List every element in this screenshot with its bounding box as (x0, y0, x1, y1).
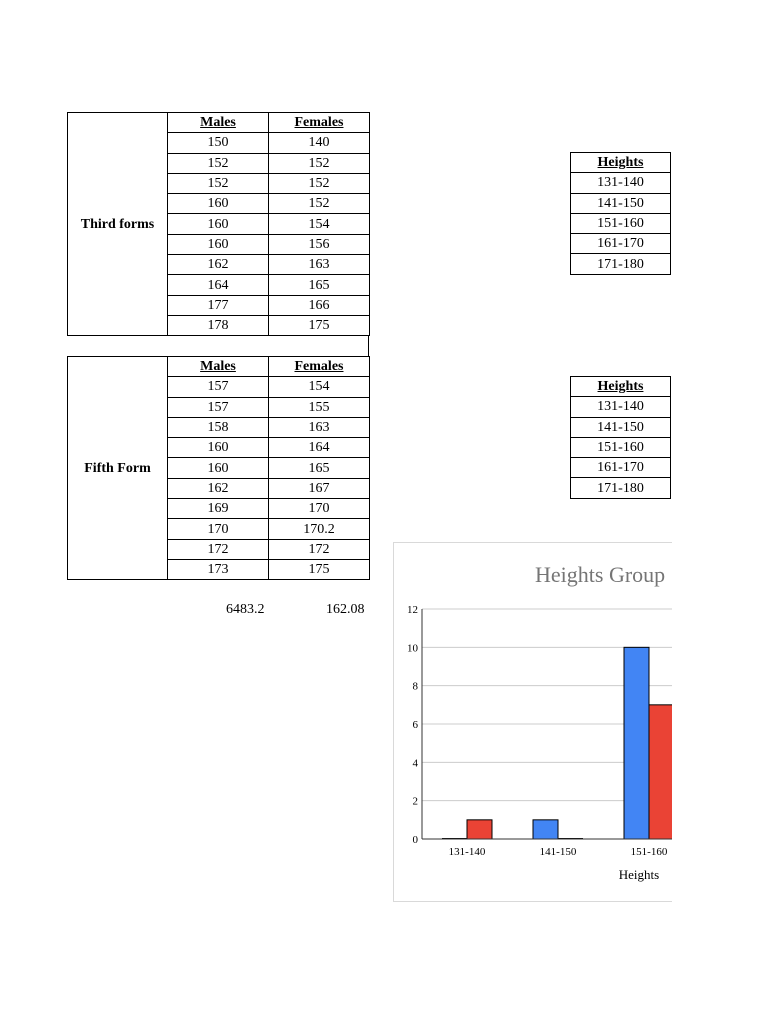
males-header: Males (168, 357, 269, 377)
y-tick-label: 10 (407, 642, 418, 655)
mean-value: 162.08 (326, 602, 365, 617)
females-cell: 152 (269, 194, 370, 214)
y-tick-label: 0 (412, 834, 418, 846)
males-cell: 160 (168, 194, 269, 214)
column-divider (368, 336, 369, 357)
height-range-cell: 141-150 (571, 417, 671, 437)
table-row (571, 397, 671, 417)
females-cell: 152 (269, 153, 370, 173)
heights-header: Heights (571, 377, 671, 397)
table-row (571, 213, 671, 233)
females-cell: 170.2 (269, 519, 370, 539)
height-range-cell: 131-140 (571, 397, 671, 417)
form-group-label: Fifth Form (68, 357, 168, 580)
heights-header: Heights (571, 153, 671, 173)
males-cell: 152 (168, 153, 269, 173)
males-cell: 158 (168, 417, 269, 437)
y-tick-label: 6 (412, 719, 418, 731)
males-cell: 152 (168, 173, 269, 193)
females-cell: 154 (269, 214, 370, 234)
table-row (571, 478, 671, 498)
x-tick-label: 141-150 (539, 846, 577, 858)
height-range-cell: 161-170 (571, 458, 671, 478)
females-cell: 156 (269, 234, 370, 254)
females-cell: 163 (269, 255, 370, 275)
table-row (571, 173, 671, 193)
table-row (571, 458, 671, 478)
females-cell: 164 (269, 438, 370, 458)
table-row (571, 254, 671, 274)
height-range-cell: 151-160 (571, 437, 671, 457)
y-tick-label: 4 (412, 757, 418, 770)
males-header: Males (168, 113, 269, 133)
females-cell: 175 (269, 315, 370, 335)
females-cell: 140 (269, 133, 370, 153)
table-header-row (571, 377, 671, 397)
males-cell: 157 (168, 397, 269, 417)
table-header-row (68, 113, 370, 133)
third-forms-table (67, 112, 370, 336)
females-header: Females (269, 357, 370, 377)
females-cell: 165 (269, 275, 370, 295)
bar-males-151-160 (624, 647, 649, 839)
males-cell: 164 (168, 275, 269, 295)
females-cell: 166 (269, 295, 370, 315)
height-range-cell: 171-180 (571, 254, 671, 274)
heights-group-chart[interactable] (393, 542, 672, 902)
females-cell: 167 (269, 478, 370, 498)
males-cell: 172 (168, 539, 269, 559)
females-cell: 170 (269, 499, 370, 519)
y-tick-label: 2 (412, 795, 418, 808)
males-cell: 157 (168, 377, 269, 397)
bar-females-151-160 (649, 705, 672, 839)
chart-title: Heights Group (535, 562, 666, 587)
females-header: Females (269, 113, 370, 133)
form-group-label: Third forms (68, 113, 168, 336)
table-row (571, 417, 671, 437)
males-cell: 162 (168, 478, 269, 498)
height-range-cell: 161-170 (571, 234, 671, 254)
females-cell: 163 (269, 417, 370, 437)
females-cell: 155 (269, 397, 370, 417)
table-row (571, 234, 671, 254)
table-row (571, 437, 671, 457)
x-tick-label: 151-160 (630, 846, 668, 858)
x-tick-label: 131-140 (448, 846, 486, 858)
males-cell: 177 (168, 295, 269, 315)
males-total-value: 6483.2 (226, 602, 265, 617)
males-cell: 160 (168, 458, 269, 478)
males-cell: 178 (168, 315, 269, 335)
males-cell: 173 (168, 559, 269, 579)
females-cell: 154 (269, 377, 370, 397)
females-cell: 152 (269, 173, 370, 193)
table-row (571, 193, 671, 213)
females-cell: 165 (269, 458, 370, 478)
y-tick-label: 12 (407, 604, 418, 616)
heights-range-table-2 (570, 376, 671, 499)
x-axis-label: Heights (618, 867, 660, 882)
heights-range-table-1 (570, 152, 671, 275)
females-cell: 172 (269, 539, 370, 559)
table-header-row (571, 153, 671, 173)
females-cell: 175 (269, 559, 370, 579)
height-range-cell: 131-140 (571, 173, 671, 193)
height-range-cell: 171-180 (571, 478, 671, 498)
males-cell: 160 (168, 234, 269, 254)
males-cell: 170 (168, 519, 269, 539)
height-range-cell: 141-150 (571, 193, 671, 213)
males-cell: 160 (168, 214, 269, 234)
bar-males-141-150 (533, 820, 558, 839)
males-cell: 150 (168, 133, 269, 153)
y-tick-label: 8 (412, 680, 418, 693)
males-cell: 162 (168, 255, 269, 275)
table-header-row (68, 357, 370, 377)
males-cell: 160 (168, 438, 269, 458)
fifth-form-table (67, 356, 370, 580)
height-range-cell: 151-160 (571, 213, 671, 233)
males-cell: 169 (168, 499, 269, 519)
bar-females-131-140 (467, 820, 492, 839)
